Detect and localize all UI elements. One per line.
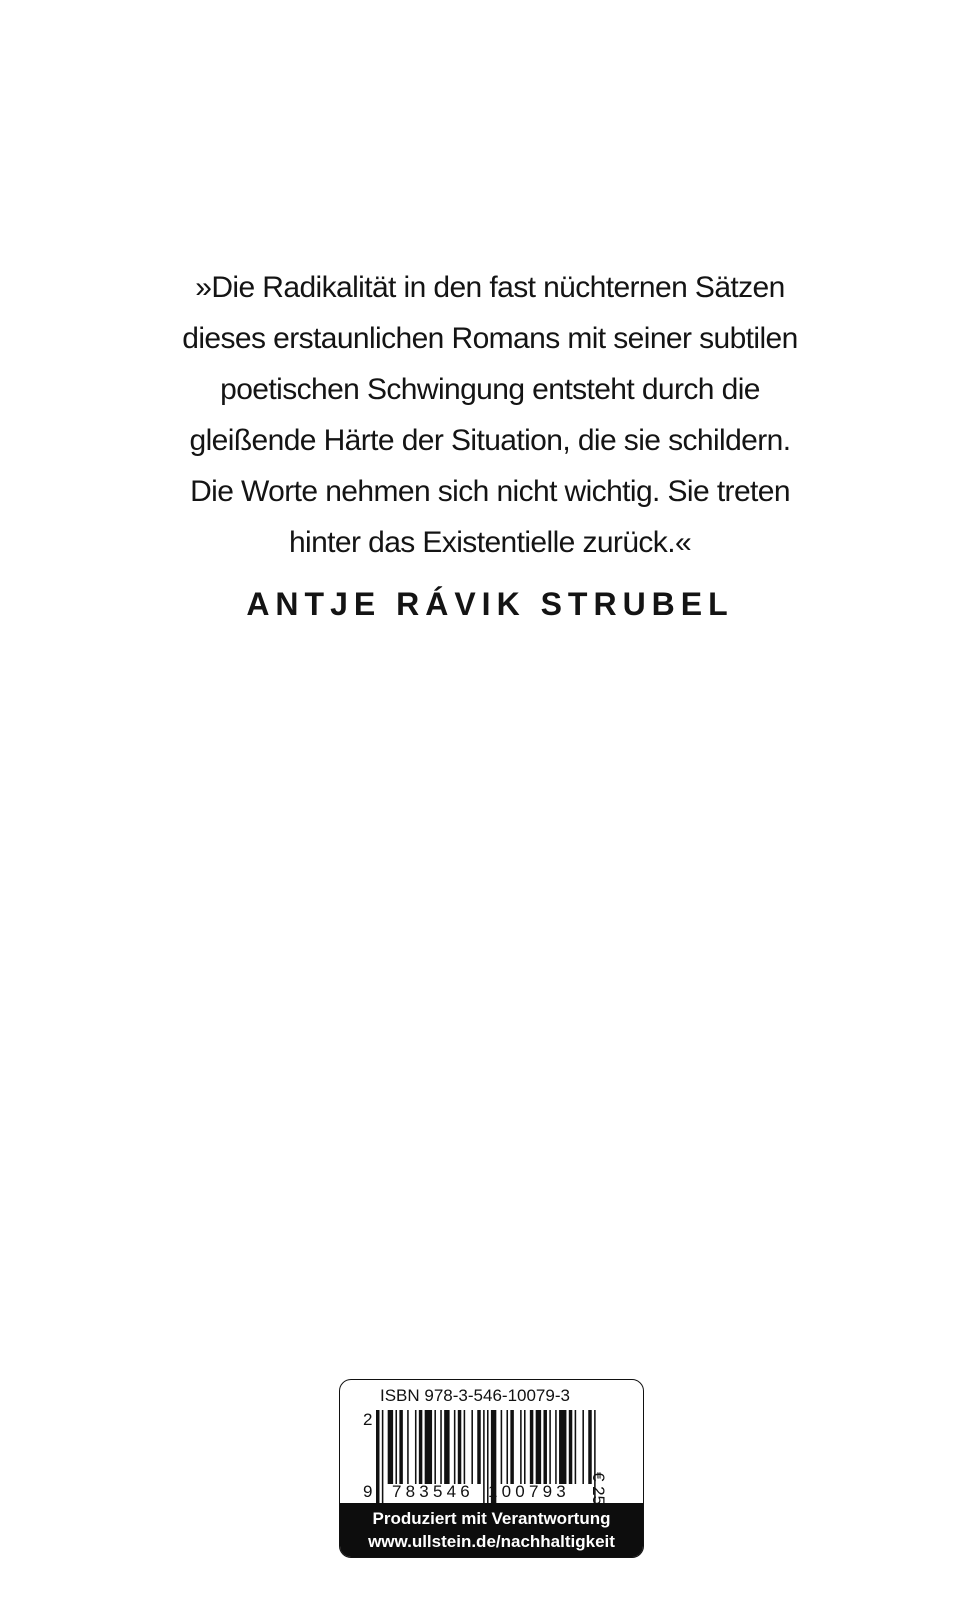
footer-line-url: www.ullstein.de/nachhaltigkeit (368, 1532, 615, 1551)
barcode-bar (382, 1410, 384, 1504)
footer-band (340, 1503, 643, 1557)
barcode-bar (454, 1410, 456, 1484)
barcode-bar (501, 1410, 503, 1484)
barcode-bar (407, 1410, 409, 1484)
barcode-bar (440, 1410, 442, 1484)
quote-author: ANTJE RÁVIK STRUBEL (246, 586, 734, 622)
barcode-bar (569, 1410, 572, 1484)
barcode-bar (376, 1410, 379, 1504)
barcode-bar (524, 1410, 526, 1484)
barcode-bar (464, 1410, 466, 1484)
barcode-bar (483, 1410, 485, 1504)
addon-digit: 2 (363, 1410, 373, 1429)
quote-line: gleißende Härte der Situation, die sie schildern. (189, 424, 791, 457)
barcode-bar (434, 1410, 436, 1484)
barcode-bar (530, 1410, 533, 1484)
barcode-left-digits: 783546 (392, 1482, 474, 1501)
barcode-box (339, 1379, 644, 1558)
barcode-bar (458, 1410, 461, 1484)
barcode-bar (543, 1410, 546, 1484)
barcode-bar (477, 1410, 480, 1484)
barcode-bar (559, 1410, 566, 1484)
quote-line: dieses erstaunlichen Romans mit seiner subtilen (182, 322, 798, 355)
quote-line: hinter das Existentielle zurück.« (288, 526, 692, 559)
footer-line-responsibility: Produziert mit Verantwortung (372, 1509, 611, 1528)
quote-line: Die Worte nehmen sich nicht wichtig. Sie treten (190, 475, 790, 508)
barcode-right-digits: 100793 (488, 1482, 570, 1501)
barcode-bar (520, 1410, 522, 1484)
barcode-bar (555, 1410, 557, 1484)
barcode-bar (425, 1410, 432, 1484)
quote-block (0, 262, 980, 623)
barcode-bar (399, 1410, 402, 1484)
barcode-bar (471, 1410, 473, 1484)
barcode-bar (536, 1410, 541, 1484)
barcode-bar (510, 1410, 513, 1484)
barcode-bar (388, 1410, 393, 1484)
barcode-bar (419, 1410, 422, 1484)
quote-line: poetischen Schwingung entsteht durch die (220, 373, 760, 406)
quote-line: »Die Radikalität in den fast nüchternen Sätzen (195, 271, 785, 304)
barcode-bar (444, 1410, 449, 1484)
barcode-first-digit: 9 (363, 1482, 373, 1501)
barcode-bar (575, 1410, 577, 1484)
barcode-bar (506, 1410, 508, 1484)
isbn-label: ISBN 978-3-546-10079-3 (380, 1386, 570, 1405)
barcode-bar (582, 1410, 584, 1484)
barcode-bar (549, 1410, 551, 1484)
barcode-bar (415, 1410, 417, 1484)
barcode-bar (395, 1410, 397, 1484)
